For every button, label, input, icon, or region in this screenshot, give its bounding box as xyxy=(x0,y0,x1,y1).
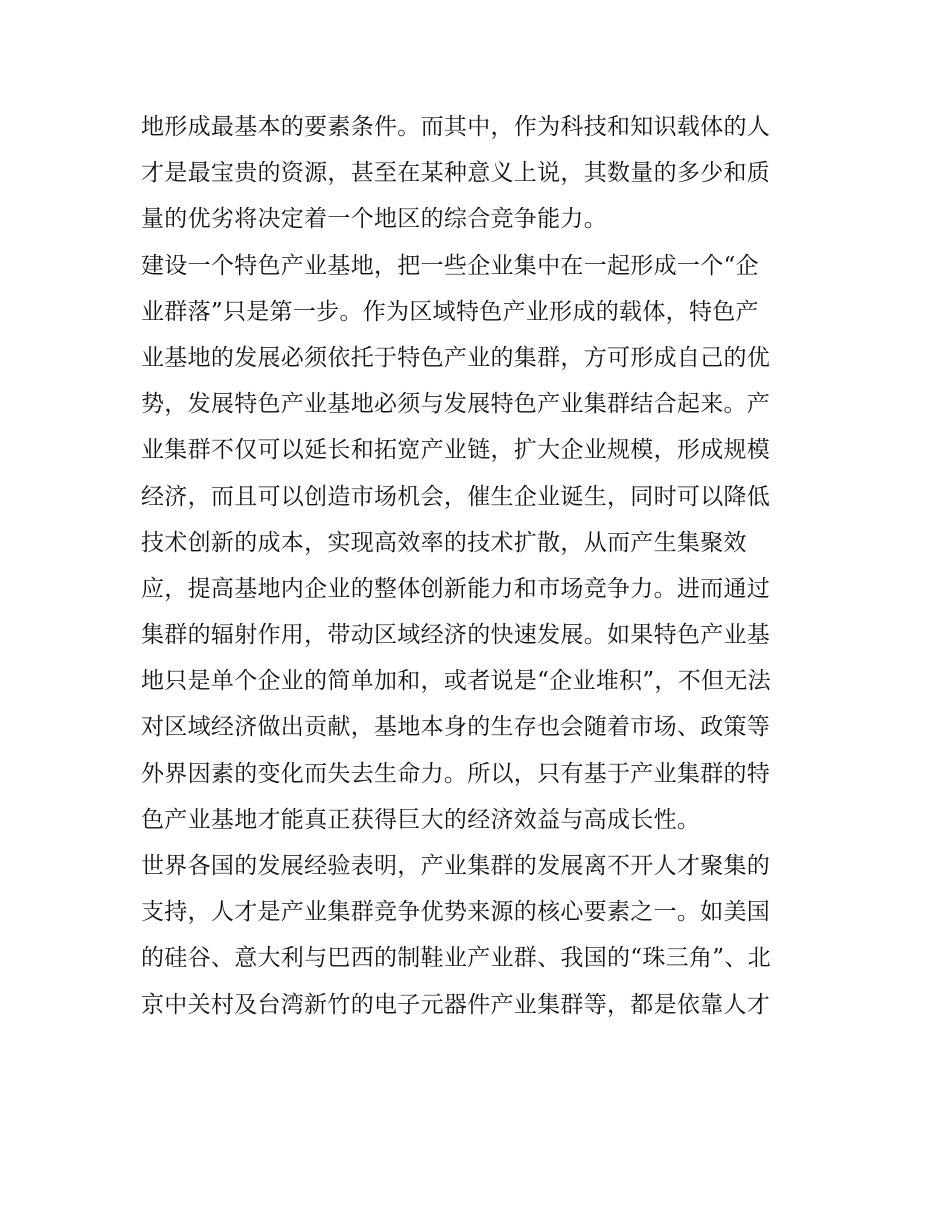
text-line: 经济，而且可以创造市场机会，催生企业诞生，同时可以降低 xyxy=(141,483,771,510)
text-line: 的硅谷、意大利与巴西的制鞋业产业群、我国的“珠三角”、北 xyxy=(141,945,771,972)
paragraph-3 xyxy=(141,843,819,1028)
text-line: 地只是单个企业的简单加和，或者说是“企业堆积”，不但无法 xyxy=(141,668,771,695)
text-line: 应，提高基地内企业的整体创新能力和市场竞争力。进而通过 xyxy=(141,575,771,602)
text-line: 建设一个特色产业基地，把一些企业集中在一起形成一个“企 xyxy=(141,252,759,279)
paragraph-1 xyxy=(141,104,819,243)
text-line: 业群落”只是第一步。作为区域特色产业形成的载体，特色产 xyxy=(141,298,759,325)
text-line: 外界因素的变化而失去生命力。所以，只有基于产业集群的特 xyxy=(141,760,771,787)
text-line: 世界各国的发展经验表明，产业集群的发展离不开人才聚集的 xyxy=(141,853,771,879)
document-body xyxy=(141,104,819,1028)
text-line: 势，发展特色产业基地必须与发展特色产业集群结合起来。产 xyxy=(141,391,771,418)
text-line: 京中关村及台湾新竹的电子元器件产业集群等，都是依靠人才 xyxy=(141,991,771,1018)
text-line: 才是最宝贵的资源，甚至在某种意义上说，其数量的多少和质 xyxy=(141,160,771,187)
text-line: 色产业基地才能真正获得巨大的经济效益与高成长性。 xyxy=(141,806,701,833)
text-line: 对区域经济做出贡献，基地本身的生存也会随着市场、政策等 xyxy=(141,714,771,741)
text-line: 集群的辐射作用，带动区域经济的快速发展。如果特色产业基 xyxy=(141,622,771,649)
text-line: 业基地的发展必须依托于特色产业的集群，方可形成自己的优 xyxy=(141,344,771,371)
text-line: 支持，人才是产业集群竞争优势来源的核心要素之一。如美国 xyxy=(141,899,771,926)
text-line: 量的优劣将决定着一个地区的综合竞争能力。 xyxy=(141,206,607,233)
text-line: 技术创新的成本，实现高效率的技术扩散，从而产生集聚效 xyxy=(141,529,747,556)
text-line: 业集群不仅可以延长和拓宽产业链，扩大企业规模，形成规模 xyxy=(141,437,771,464)
paragraph-2 xyxy=(141,243,819,843)
text-line: 地形成最基本的要素条件。而其中，作为科技和知识载体的人 xyxy=(141,114,771,140)
